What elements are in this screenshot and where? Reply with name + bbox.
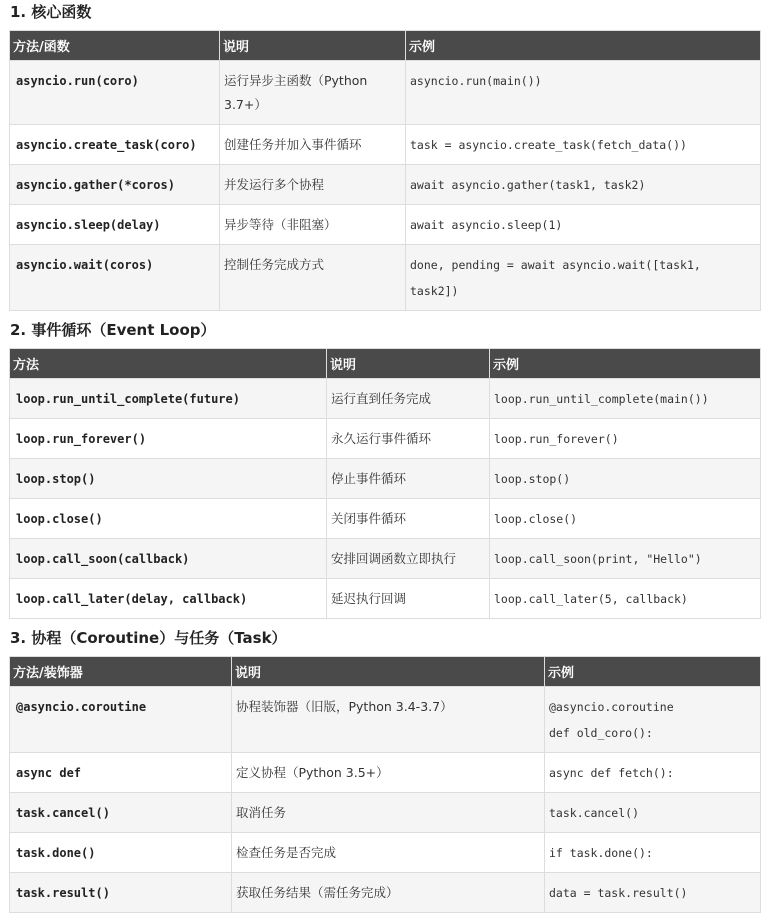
description-cell: 定义协程（Python 3.5+） <box>232 753 545 793</box>
method-cell: asyncio.run(coro) <box>10 61 220 125</box>
method-cell: asyncio.create_task(coro) <box>10 125 220 165</box>
table-row <box>10 499 761 539</box>
method-cell: loop.run_until_complete(future) <box>10 379 327 419</box>
core-functions-table <box>9 30 761 311</box>
method-cell: loop.run_forever() <box>10 419 327 459</box>
table-row <box>10 379 761 419</box>
example-cell: loop.call_later(5, callback) <box>490 579 761 619</box>
description-cell: 关闭事件循环 <box>327 499 490 539</box>
example-cell: loop.close() <box>490 499 761 539</box>
example-cell: await asyncio.sleep(1) <box>406 205 761 245</box>
description-cell: 检查任务是否完成 <box>232 833 545 873</box>
method-cell: task.result() <box>10 873 232 913</box>
column-header-method: 方法/装饰器 <box>10 657 232 687</box>
table-row <box>10 833 761 873</box>
example-cell: data = task.result() <box>545 873 761 913</box>
example-cell: await asyncio.gather(task1, task2) <box>406 165 761 205</box>
table-header-row <box>10 349 761 379</box>
column-header-example: 示例 <box>545 657 761 687</box>
example-cell: async def fetch(): <box>545 753 761 793</box>
table-row <box>10 687 761 753</box>
method-cell: loop.stop() <box>10 459 327 499</box>
description-cell: 永久运行事件循环 <box>327 419 490 459</box>
example-cell: loop.stop() <box>490 459 761 499</box>
description-cell: 停止事件循环 <box>327 459 490 499</box>
description-cell: 异步等待（非阻塞） <box>220 205 406 245</box>
example-cell: if task.done(): <box>545 833 761 873</box>
table-row <box>10 459 761 499</box>
example-cell: asyncio.run(main()) <box>406 61 761 125</box>
method-cell: loop.call_soon(callback) <box>10 539 327 579</box>
table-row <box>10 205 761 245</box>
method-cell: task.done() <box>10 833 232 873</box>
description-cell: 运行异步主函数（Python 3.7+） <box>220 61 406 125</box>
example-cell: task.cancel() <box>545 793 761 833</box>
section-1-title: 1. 核心函数 <box>10 3 92 21</box>
column-header-example: 示例 <box>406 31 761 61</box>
example-cell: @asyncio.coroutine def old_coro(): <box>545 687 761 753</box>
description-cell: 创建任务并加入事件循环 <box>220 125 406 165</box>
table-row <box>10 579 761 619</box>
description-cell: 运行直到任务完成 <box>327 379 490 419</box>
method-cell: loop.close() <box>10 499 327 539</box>
table-row <box>10 245 761 311</box>
column-header-method: 方法/函数 <box>10 31 220 61</box>
description-cell: 控制任务完成方式 <box>220 245 406 311</box>
description-cell: 获取任务结果（需任务完成） <box>232 873 545 913</box>
method-cell: task.cancel() <box>10 793 232 833</box>
coroutine-task-table <box>9 656 761 913</box>
table-row <box>10 419 761 459</box>
method-cell: @asyncio.coroutine <box>10 687 232 753</box>
method-cell: async def <box>10 753 232 793</box>
method-cell: asyncio.gather(*coros) <box>10 165 220 205</box>
example-cell: loop.call_soon(print, "Hello") <box>490 539 761 579</box>
column-header-description: 说明 <box>327 349 490 379</box>
description-cell: 延迟执行回调 <box>327 579 490 619</box>
description-cell: 安排回调函数立即执行 <box>327 539 490 579</box>
table-row <box>10 873 761 913</box>
table-header-row <box>10 657 761 687</box>
table-row <box>10 125 761 165</box>
column-header-method: 方法 <box>10 349 327 379</box>
table-row <box>10 61 761 125</box>
example-cell: loop.run_forever() <box>490 419 761 459</box>
table-row <box>10 165 761 205</box>
description-cell: 协程装饰器（旧版，Python 3.4-3.7） <box>232 687 545 753</box>
section-2-title: 2. 事件循环（Event Loop） <box>10 321 216 339</box>
event-loop-table <box>9 348 761 619</box>
description-cell: 并发运行多个协程 <box>220 165 406 205</box>
table-row <box>10 793 761 833</box>
example-cell: loop.run_until_complete(main()) <box>490 379 761 419</box>
column-header-description: 说明 <box>232 657 545 687</box>
method-cell: asyncio.wait(coros) <box>10 245 220 311</box>
table-header-row <box>10 31 761 61</box>
method-cell: asyncio.sleep(delay) <box>10 205 220 245</box>
section-3-title: 3. 协程（Coroutine）与任务（Task） <box>10 629 287 647</box>
column-header-description: 说明 <box>220 31 406 61</box>
example-cell: task = asyncio.create_task(fetch_data()) <box>406 125 761 165</box>
table-row <box>10 539 761 579</box>
column-header-example: 示例 <box>490 349 761 379</box>
method-cell: loop.call_later(delay, callback) <box>10 579 327 619</box>
example-cell: done, pending = await asyncio.wait([task1, task2]) <box>406 245 761 311</box>
table-row <box>10 753 761 793</box>
description-cell: 取消任务 <box>232 793 545 833</box>
